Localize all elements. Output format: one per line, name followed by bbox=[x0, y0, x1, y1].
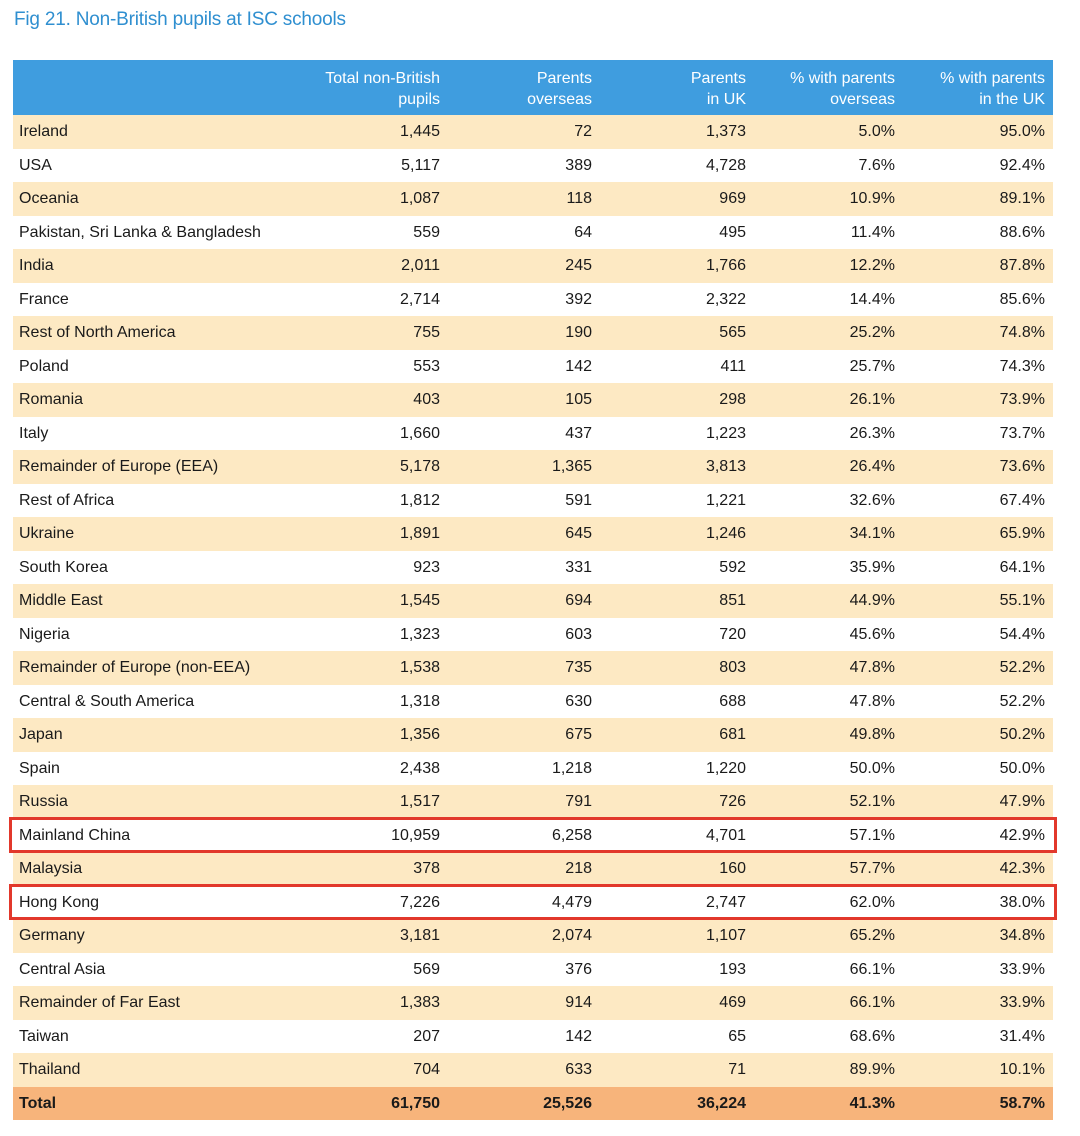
cell-pct-uk: 55.1% bbox=[903, 584, 1053, 618]
cell-parents-uk: 851 bbox=[600, 584, 754, 618]
cell-country: Italy bbox=[13, 417, 288, 451]
cell-total: 559 bbox=[288, 216, 448, 250]
cell-parents-uk: 1,246 bbox=[600, 517, 754, 551]
cell-total: 10,959 bbox=[288, 819, 448, 853]
cell-pct-overseas: 47.8% bbox=[754, 651, 903, 685]
cell-parents-uk: 2,322 bbox=[600, 283, 754, 317]
cell-parents-uk: 1,766 bbox=[600, 249, 754, 283]
header-row bbox=[13, 60, 1053, 115]
cell-country: Rest of North America bbox=[13, 316, 288, 350]
table-row bbox=[13, 919, 1053, 953]
cell-pct-overseas: 26.1% bbox=[754, 383, 903, 417]
cell-pct-uk: 67.4% bbox=[903, 484, 1053, 518]
table-row bbox=[13, 584, 1053, 618]
cell-pct-overseas: 62.0% bbox=[754, 886, 903, 920]
cell-parents-overseas: 1,218 bbox=[448, 752, 600, 786]
cell-parents-overseas: 218 bbox=[448, 852, 600, 886]
header-line-2: overseas bbox=[830, 91, 895, 108]
cell-total: 1,445 bbox=[288, 115, 448, 149]
cell-pct-overseas: 7.6% bbox=[754, 149, 903, 183]
cell-parents-uk: 1,373 bbox=[600, 115, 754, 149]
cell-pct-uk: 42.9% bbox=[903, 819, 1053, 853]
cell-pct-uk: 52.2% bbox=[903, 651, 1053, 685]
cell-country: Romania bbox=[13, 383, 288, 417]
table-body bbox=[13, 115, 1053, 1120]
cell-total: 1,545 bbox=[288, 584, 448, 618]
cell-parents-overseas: 245 bbox=[448, 249, 600, 283]
cell-parents-uk: 71 bbox=[600, 1053, 754, 1087]
cell-country: Ireland bbox=[13, 115, 288, 149]
cell-total: 207 bbox=[288, 1020, 448, 1054]
cell-parents-overseas: 142 bbox=[448, 1020, 600, 1054]
table-row bbox=[13, 651, 1053, 685]
cell-total: 569 bbox=[288, 953, 448, 987]
cell-parents-uk: 681 bbox=[600, 718, 754, 752]
cell-pct-overseas: 57.7% bbox=[754, 852, 903, 886]
table-row bbox=[13, 484, 1053, 518]
cell-parents-overseas: 914 bbox=[448, 986, 600, 1020]
header-country bbox=[13, 60, 288, 115]
cell-parents-overseas: 645 bbox=[448, 517, 600, 551]
cell-parents-overseas: 591 bbox=[448, 484, 600, 518]
cell-parents-overseas: 603 bbox=[448, 618, 600, 652]
cell-pct-uk: 50.2% bbox=[903, 718, 1053, 752]
cell-country: Remainder of Europe (non-EEA) bbox=[13, 651, 288, 685]
cell-parents-overseas: 190 bbox=[448, 316, 600, 350]
cell-total: 7,226 bbox=[288, 886, 448, 920]
cell-parents-uk: 969 bbox=[600, 182, 754, 216]
header-parents-uk bbox=[600, 60, 754, 115]
cell-pct-overseas: 12.2% bbox=[754, 249, 903, 283]
cell-pct-overseas: 25.7% bbox=[754, 350, 903, 384]
cell-parents-uk: 298 bbox=[600, 383, 754, 417]
cell-parents-uk: 36,224 bbox=[600, 1087, 754, 1121]
cell-pct-overseas: 11.4% bbox=[754, 216, 903, 250]
cell-pct-uk: 73.7% bbox=[903, 417, 1053, 451]
header-pct-uk bbox=[903, 60, 1053, 115]
cell-country: India bbox=[13, 249, 288, 283]
cell-total: 1,538 bbox=[288, 651, 448, 685]
cell-country: Thailand bbox=[13, 1053, 288, 1087]
cell-parents-overseas: 389 bbox=[448, 149, 600, 183]
cell-country: South Korea bbox=[13, 551, 288, 585]
table-row bbox=[13, 316, 1053, 350]
cell-total: 923 bbox=[288, 551, 448, 585]
cell-total: 1,517 bbox=[288, 785, 448, 819]
table-row bbox=[13, 551, 1053, 585]
cell-pct-uk: 31.4% bbox=[903, 1020, 1053, 1054]
table-row bbox=[13, 517, 1053, 551]
cell-pct-overseas: 66.1% bbox=[754, 953, 903, 987]
cell-country: Total bbox=[13, 1087, 288, 1121]
cell-country: Middle East bbox=[13, 584, 288, 618]
cell-pct-overseas: 57.1% bbox=[754, 819, 903, 853]
cell-country: Germany bbox=[13, 919, 288, 953]
table-row bbox=[13, 450, 1053, 484]
figure-title: Fig 21. Non-British pupils at ISC schools bbox=[14, 9, 346, 30]
cell-pct-overseas: 35.9% bbox=[754, 551, 903, 585]
cell-total: 704 bbox=[288, 1053, 448, 1087]
cell-parents-uk: 803 bbox=[600, 651, 754, 685]
cell-pct-uk: 33.9% bbox=[903, 953, 1053, 987]
cell-country: Remainder of Far East bbox=[13, 986, 288, 1020]
cell-parents-uk: 495 bbox=[600, 216, 754, 250]
table-row bbox=[13, 1053, 1053, 1087]
cell-parents-overseas: 633 bbox=[448, 1053, 600, 1087]
header-line-1: Total non-British bbox=[325, 70, 440, 87]
cell-total: 5,178 bbox=[288, 450, 448, 484]
cell-pct-uk: 54.4% bbox=[903, 618, 1053, 652]
cell-total: 1,356 bbox=[288, 718, 448, 752]
cell-pct-uk: 74.8% bbox=[903, 316, 1053, 350]
cell-pct-uk: 88.6% bbox=[903, 216, 1053, 250]
header-line-2: in UK bbox=[706, 91, 746, 108]
cell-pct-overseas: 45.6% bbox=[754, 618, 903, 652]
cell-total: 755 bbox=[288, 316, 448, 350]
cell-parents-overseas: 118 bbox=[448, 182, 600, 216]
cell-parents-uk: 1,107 bbox=[600, 919, 754, 953]
cell-parents-overseas: 376 bbox=[448, 953, 600, 987]
cell-country: Nigeria bbox=[13, 618, 288, 652]
cell-total: 1,891 bbox=[288, 517, 448, 551]
cell-pct-overseas: 41.3% bbox=[754, 1087, 903, 1121]
cell-parents-uk: 160 bbox=[600, 852, 754, 886]
cell-pct-overseas: 50.0% bbox=[754, 752, 903, 786]
cell-total: 1,383 bbox=[288, 986, 448, 1020]
cell-pct-uk: 42.3% bbox=[903, 852, 1053, 886]
pupils-table bbox=[13, 60, 1053, 1120]
cell-country: Pakistan, Sri Lanka & Bangladesh bbox=[13, 216, 288, 250]
cell-country: Russia bbox=[13, 785, 288, 819]
cell-pct-uk: 73.9% bbox=[903, 383, 1053, 417]
cell-parents-uk: 65 bbox=[600, 1020, 754, 1054]
cell-total: 1,318 bbox=[288, 685, 448, 719]
cell-parents-overseas: 694 bbox=[448, 584, 600, 618]
cell-pct-overseas: 68.6% bbox=[754, 1020, 903, 1054]
cell-total: 2,438 bbox=[288, 752, 448, 786]
cell-parents-uk: 469 bbox=[600, 986, 754, 1020]
cell-parents-uk: 720 bbox=[600, 618, 754, 652]
cell-pct-overseas: 26.4% bbox=[754, 450, 903, 484]
cell-parents-overseas: 735 bbox=[448, 651, 600, 685]
cell-pct-uk: 95.0% bbox=[903, 115, 1053, 149]
cell-total: 1,087 bbox=[288, 182, 448, 216]
cell-total: 1,323 bbox=[288, 618, 448, 652]
cell-parents-uk: 1,221 bbox=[600, 484, 754, 518]
cell-pct-uk: 58.7% bbox=[903, 1087, 1053, 1121]
cell-pct-uk: 33.9% bbox=[903, 986, 1053, 1020]
cell-total: 3,181 bbox=[288, 919, 448, 953]
cell-parents-uk: 193 bbox=[600, 953, 754, 987]
cell-parents-overseas: 630 bbox=[448, 685, 600, 719]
table-row bbox=[13, 752, 1053, 786]
table-row bbox=[13, 618, 1053, 652]
cell-pct-overseas: 26.3% bbox=[754, 417, 903, 451]
cell-pct-overseas: 25.2% bbox=[754, 316, 903, 350]
table-row bbox=[13, 685, 1053, 719]
header-line-1: Parents bbox=[690, 70, 746, 87]
cell-pct-overseas: 66.1% bbox=[754, 986, 903, 1020]
cell-parents-overseas: 331 bbox=[448, 551, 600, 585]
cell-country: Remainder of Europe (EEA) bbox=[13, 450, 288, 484]
cell-country: Ukraine bbox=[13, 517, 288, 551]
cell-parents-overseas: 437 bbox=[448, 417, 600, 451]
cell-parents-uk: 592 bbox=[600, 551, 754, 585]
cell-total: 61,750 bbox=[288, 1087, 448, 1121]
cell-pct-uk: 34.8% bbox=[903, 919, 1053, 953]
table-row bbox=[13, 819, 1053, 853]
cell-country: Japan bbox=[13, 718, 288, 752]
table-row bbox=[13, 986, 1053, 1020]
cell-country: Spain bbox=[13, 752, 288, 786]
cell-parents-overseas: 1,365 bbox=[448, 450, 600, 484]
table-row bbox=[13, 249, 1053, 283]
cell-pct-overseas: 52.1% bbox=[754, 785, 903, 819]
cell-pct-overseas: 44.9% bbox=[754, 584, 903, 618]
cell-parents-uk: 688 bbox=[600, 685, 754, 719]
cell-country: Hong Kong bbox=[13, 886, 288, 920]
cell-total: 1,812 bbox=[288, 484, 448, 518]
cell-parents-overseas: 791 bbox=[448, 785, 600, 819]
total-row bbox=[13, 1087, 1053, 1121]
cell-pct-uk: 89.1% bbox=[903, 182, 1053, 216]
table-row bbox=[13, 350, 1053, 384]
cell-parents-overseas: 105 bbox=[448, 383, 600, 417]
table-row bbox=[13, 283, 1053, 317]
cell-pct-overseas: 34.1% bbox=[754, 517, 903, 551]
cell-total: 2,011 bbox=[288, 249, 448, 283]
cell-country: Poland bbox=[13, 350, 288, 384]
header-line-2: overseas bbox=[527, 91, 592, 108]
header-pct-overseas bbox=[754, 60, 903, 115]
cell-country: Oceania bbox=[13, 182, 288, 216]
cell-parents-uk: 3,813 bbox=[600, 450, 754, 484]
table-row bbox=[13, 852, 1053, 886]
cell-parents-overseas: 2,074 bbox=[448, 919, 600, 953]
cell-pct-overseas: 32.6% bbox=[754, 484, 903, 518]
cell-parents-overseas: 6,258 bbox=[448, 819, 600, 853]
cell-pct-uk: 74.3% bbox=[903, 350, 1053, 384]
cell-parents-uk: 565 bbox=[600, 316, 754, 350]
cell-country: France bbox=[13, 283, 288, 317]
header-total bbox=[288, 60, 448, 115]
cell-parents-uk: 1,223 bbox=[600, 417, 754, 451]
cell-pct-overseas: 89.9% bbox=[754, 1053, 903, 1087]
cell-pct-uk: 92.4% bbox=[903, 149, 1053, 183]
cell-pct-uk: 52.2% bbox=[903, 685, 1053, 719]
cell-pct-overseas: 65.2% bbox=[754, 919, 903, 953]
cell-parents-overseas: 392 bbox=[448, 283, 600, 317]
cell-total: 403 bbox=[288, 383, 448, 417]
header-line-1: % with parents bbox=[790, 70, 895, 87]
table-row bbox=[13, 383, 1053, 417]
header-parents-overseas bbox=[448, 60, 600, 115]
cell-pct-uk: 87.8% bbox=[903, 249, 1053, 283]
header-line-1: % with parents bbox=[940, 70, 1045, 87]
table-row bbox=[13, 953, 1053, 987]
cell-pct-overseas: 49.8% bbox=[754, 718, 903, 752]
header-line-2: in the UK bbox=[979, 91, 1045, 108]
cell-pct-uk: 50.0% bbox=[903, 752, 1053, 786]
cell-total: 1,660 bbox=[288, 417, 448, 451]
cell-country: Central Asia bbox=[13, 953, 288, 987]
table-row bbox=[13, 149, 1053, 183]
cell-parents-overseas: 675 bbox=[448, 718, 600, 752]
cell-parents-overseas: 25,526 bbox=[448, 1087, 600, 1121]
cell-parents-uk: 4,701 bbox=[600, 819, 754, 853]
cell-pct-uk: 85.6% bbox=[903, 283, 1053, 317]
cell-pct-overseas: 5.0% bbox=[754, 115, 903, 149]
table-row bbox=[13, 115, 1053, 149]
cell-pct-overseas: 14.4% bbox=[754, 283, 903, 317]
table-row bbox=[13, 718, 1053, 752]
cell-parents-overseas: 4,479 bbox=[448, 886, 600, 920]
cell-pct-overseas: 47.8% bbox=[754, 685, 903, 719]
cell-country: Mainland China bbox=[13, 819, 288, 853]
cell-total: 2,714 bbox=[288, 283, 448, 317]
table-row bbox=[13, 886, 1053, 920]
cell-parents-overseas: 72 bbox=[448, 115, 600, 149]
cell-parents-uk: 2,747 bbox=[600, 886, 754, 920]
cell-total: 378 bbox=[288, 852, 448, 886]
cell-pct-overseas: 10.9% bbox=[754, 182, 903, 216]
cell-parents-uk: 726 bbox=[600, 785, 754, 819]
table-row bbox=[13, 417, 1053, 451]
cell-total: 553 bbox=[288, 350, 448, 384]
cell-pct-uk: 65.9% bbox=[903, 517, 1053, 551]
table-row bbox=[13, 182, 1053, 216]
cell-country: Malaysia bbox=[13, 852, 288, 886]
cell-pct-uk: 47.9% bbox=[903, 785, 1053, 819]
cell-pct-uk: 10.1% bbox=[903, 1053, 1053, 1087]
cell-pct-uk: 73.6% bbox=[903, 450, 1053, 484]
header-line-1: Parents bbox=[536, 70, 592, 87]
cell-parents-uk: 411 bbox=[600, 350, 754, 384]
cell-parents-overseas: 142 bbox=[448, 350, 600, 384]
cell-pct-uk: 64.1% bbox=[903, 551, 1053, 585]
cell-country: Central & South America bbox=[13, 685, 288, 719]
header-line-2: pupils bbox=[398, 91, 440, 108]
table-row bbox=[13, 216, 1053, 250]
cell-parents-overseas: 64 bbox=[448, 216, 600, 250]
cell-parents-uk: 1,220 bbox=[600, 752, 754, 786]
cell-country: USA bbox=[13, 149, 288, 183]
cell-country: Rest of Africa bbox=[13, 484, 288, 518]
cell-country: Taiwan bbox=[13, 1020, 288, 1054]
cell-total: 5,117 bbox=[288, 149, 448, 183]
table-row bbox=[13, 785, 1053, 819]
table-row bbox=[13, 1020, 1053, 1054]
cell-parents-uk: 4,728 bbox=[600, 149, 754, 183]
cell-pct-uk: 38.0% bbox=[903, 886, 1053, 920]
